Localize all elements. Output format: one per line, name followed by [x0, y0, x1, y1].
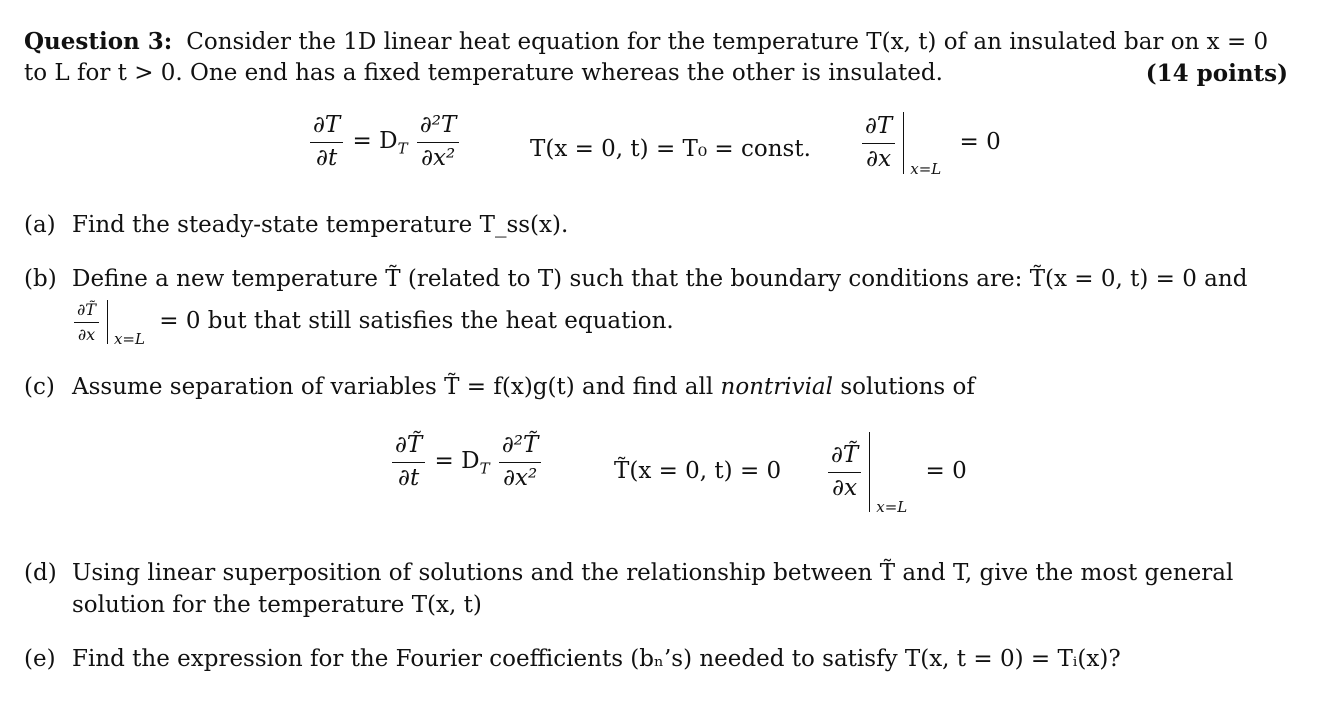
question-header-line-1 — [24, 28, 1268, 55]
part-c — [24, 374, 975, 400]
part-c-text-post: solutions of — [840, 374, 975, 400]
evaluation-subscript: x=L — [876, 498, 908, 516]
question-intro-line-1: Consider the 1D linear heat equation for the temperature T(x, t) of an insulated bar on x = 0 — [186, 29, 1269, 55]
part-b-text-2: = 0 but that still satisfies the heat equation. — [159, 308, 674, 334]
fraction-denominator: ∂x² — [421, 144, 456, 171]
dTtilde-dx-fraction — [828, 442, 861, 502]
evaluation-bar — [869, 432, 908, 516]
part-c-text-pre: Assume separation of variables T̃ = f(x)g(t) and find all — [72, 374, 714, 400]
tilde-boundary-condition-2 — [826, 432, 967, 516]
part-a — [24, 212, 568, 238]
heat-equation-row — [308, 112, 461, 192]
part-e — [24, 646, 1121, 672]
fraction-denominator: ∂x — [866, 145, 892, 172]
part-d-text-1: Using linear superposition of solutions and the relationship between T̃ and T, give the most general — [72, 560, 1234, 586]
part-b-text-1: Define a new temperature T̃ (related to T) such that the boundary conditions are: T̃(x = 0, t) = 0 and — [72, 266, 1248, 292]
part-e-label: (e) — [24, 646, 56, 672]
dT-dt-fraction — [310, 112, 343, 172]
dTtilde-dt-fraction — [392, 432, 425, 492]
part-c-emphasis: nontrivial — [720, 374, 833, 400]
part-d-line-1 — [24, 560, 1233, 586]
fraction-numerator: ∂T — [313, 112, 341, 138]
part-c-label: (c) — [24, 374, 55, 400]
fraction-bar — [310, 142, 343, 143]
part-b-line-1 — [24, 266, 1247, 292]
coeff-subscript: T — [397, 139, 408, 158]
fraction-bar — [499, 462, 541, 463]
diffusivity-coefficient — [352, 128, 408, 158]
part-e-text: Find the expression for the Fourier coefficients (bₙ’s) needed to satisfy T(x, t = 0) = Tᵢ(x)? — [72, 646, 1121, 672]
part-b-line-2 — [72, 300, 674, 348]
part-a-text: Find the steady-state temperature T_ss(x). — [72, 212, 569, 238]
d2Ttilde-dx2-fraction — [499, 432, 541, 492]
part-d-label: (d) — [24, 560, 57, 586]
evaluation-bar — [107, 300, 145, 348]
fraction-bar — [417, 142, 459, 143]
fraction-numerator: ∂²T̃ — [501, 432, 539, 458]
fraction-denominator: ∂x — [77, 324, 96, 344]
fraction-bar — [828, 472, 861, 473]
fraction-bar — [392, 462, 425, 463]
equals-D: = D — [352, 128, 398, 155]
evaluation-subscript: x=L — [113, 330, 145, 348]
fraction-bar — [74, 322, 99, 323]
evaluation-subscript: x=L — [910, 160, 942, 178]
bc2-rhs: = 0 — [959, 129, 1001, 155]
diffusivity-coefficient — [434, 448, 490, 478]
boundary-condition-2 — [860, 112, 1001, 192]
fraction-numerator: ∂T — [865, 112, 893, 139]
tilde-heat-equation-row — [390, 432, 543, 512]
d2T-dx2-fraction — [417, 112, 459, 172]
part-a-label: (a) — [24, 212, 56, 238]
fraction-denominator: ∂x² — [503, 464, 538, 491]
fraction-denominator: ∂t — [316, 144, 338, 171]
points-label: (14 points) — [1145, 60, 1288, 87]
fraction-numerator: ∂T̃ — [77, 300, 96, 320]
question-label: Question 3: — [24, 28, 173, 55]
part-d-text-2: solution for the temperature T(x, t) — [72, 592, 482, 618]
fraction-denominator: ∂x — [832, 474, 858, 501]
part-b-label: (b) — [24, 266, 57, 292]
question-intro-line-2: to L for t > 0. One end has a fixed temperature whereas the other is insulated. — [24, 60, 943, 86]
fraction-denominator: ∂t — [398, 464, 420, 491]
tilde-boundary-condition-1: T̃(x = 0, t) = 0 — [614, 458, 782, 484]
boundary-condition-1: T(x = 0, t) = T₀ = const. — [530, 136, 811, 162]
fraction-numerator: ∂²T — [419, 112, 457, 138]
bc2-rhs: = 0 — [925, 458, 967, 484]
dT-dx-fraction — [862, 113, 895, 173]
fraction-bar — [862, 143, 895, 144]
fraction-numerator: ∂T̃ — [395, 432, 423, 458]
coeff-subscript: T — [479, 459, 490, 478]
dTtilde-dx-fraction — [74, 300, 99, 343]
fraction-numerator: ∂T̃ — [831, 441, 859, 468]
evaluation-bar — [903, 112, 942, 178]
equals-D: = D — [434, 448, 480, 475]
